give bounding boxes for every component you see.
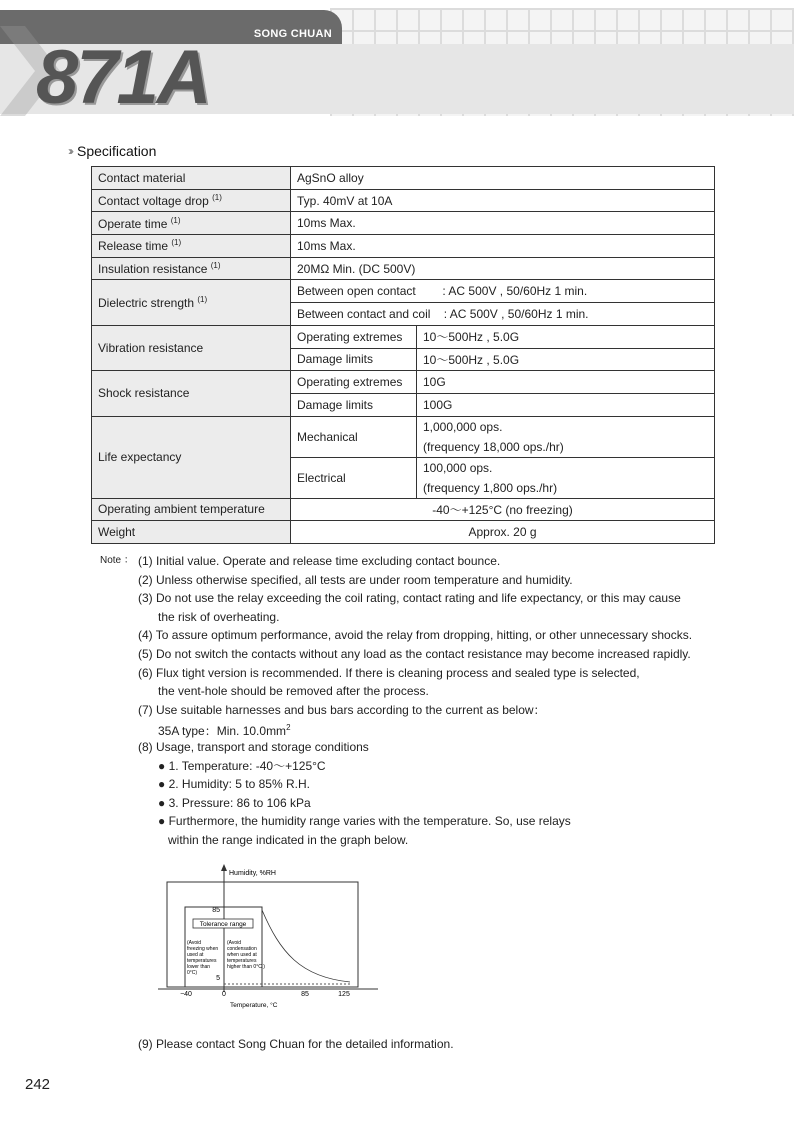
note-4: (4) To assure optimum performance, avoid the relay from dropping, hitting, or other unnecessary shocks. (138, 628, 693, 643)
spec-sublabel: Mechanical (291, 416, 417, 457)
note-bullet-4a: ● Furthermore, the humidity range varies with the temperature. So, use relays (158, 814, 571, 829)
triple-chevron-icon: ››› (68, 144, 71, 158)
note-8: (8) Usage, transport and storage conditions (138, 740, 369, 754)
spec-label: Dielectric strength $^{(1)}$ (92, 280, 291, 325)
section-title-text: Specification (77, 143, 157, 159)
note-3b: the risk of overheating. (158, 609, 280, 624)
svg-text:temperatures: temperatures (187, 958, 217, 964)
spec-value: AgSnO alloy (291, 167, 715, 190)
spec-value: 10G (417, 371, 715, 394)
spec-label: Operate time $^{(1)}$ (92, 212, 291, 235)
svg-text:condensation: condensation (227, 946, 257, 952)
model-number: 871A (36, 35, 210, 118)
spec-value: Typ. 40mV at 10A (291, 189, 715, 212)
humidity-temperature-graph (150, 862, 390, 1012)
right-note (227, 940, 265, 970)
x-tick-label: 125 (338, 991, 350, 998)
table-row (92, 212, 715, 235)
note-2: (2) Unless otherwise specified, all tests are under room temperature and humidity. (138, 572, 573, 587)
spec-value: 10～500Hz , 5.0G (417, 348, 715, 371)
spec-label: Contact material (92, 167, 291, 190)
table-row (92, 325, 715, 348)
table-row (92, 498, 715, 521)
spec-label: Contact voltage drop $^{(1)}$ (92, 189, 291, 212)
table-row (92, 235, 715, 258)
spec-label: Life expectancy (92, 416, 291, 498)
note-bullet-2: ● 2. Humidity: 5 to 85% R.H. (158, 777, 310, 792)
table-row (92, 189, 715, 212)
brand-name: SONG CHUAN (253, 28, 332, 40)
left-note (187, 940, 218, 976)
spec-label: Vibration resistance (92, 325, 291, 370)
y-tick-5: 5 (216, 975, 220, 982)
svg-text:freezing when: freezing when (187, 946, 219, 952)
y-axis-arrow-icon (221, 864, 227, 871)
spec-value: 10～500Hz , 5.0G (417, 325, 715, 348)
spec-value: 100G (417, 393, 715, 416)
svg-text:used at: used at (187, 952, 204, 958)
spec-sublabel: Operating extremes (291, 325, 417, 348)
tolerance-label: Tolerance range (199, 921, 247, 928)
humidity-limit-curve (262, 910, 350, 982)
x-axis-label: Temperature, °C (230, 1002, 278, 1009)
spec-value: Between contact and coil : AC 500V , 50/60Hz 1 min. (291, 303, 715, 326)
svg-text:lower than: lower than (187, 964, 211, 970)
y-axis-label: Humidity, %RH (229, 870, 276, 877)
y-tick-85: 85 (212, 907, 220, 914)
note-bullet-1: ● 1. Temperature: -40～+125°C (158, 758, 326, 773)
spec-value: 10ms Max. (291, 212, 715, 235)
note-bullet-4b: within the range indicated in the graph below. (168, 833, 409, 847)
spec-label: Weight (92, 521, 291, 544)
spec-label: Release time $^{(1)}$ (92, 235, 291, 258)
table-row (92, 416, 715, 457)
svg-text:0°C): 0°C) (187, 970, 198, 976)
svg-text:higher than 0°C ): higher than 0°C ) (227, 964, 265, 970)
spec-sublabel: Damage limits (291, 393, 417, 416)
page-header (0, 0, 794, 118)
spec-value: Between open contact : AC 500V , 50/60Hz 1 min. (291, 280, 715, 303)
spec-value: -40～+125°C (no freezing) (291, 498, 715, 521)
svg-text:temperatures: temperatures (227, 958, 257, 964)
spec-sublabel: Operating extremes (291, 371, 417, 394)
svg-text:(Avoid: (Avoid (187, 940, 202, 946)
spec-label: Shock resistance (92, 371, 291, 416)
table-row (92, 167, 715, 190)
note-1: (1) Initial value. Operate and release time excluding contact bounce. (138, 554, 501, 568)
svg-text:when used at: when used at (227, 952, 257, 958)
note-6a: (6) Flux tight version is recommended. If there is cleaning process and sealed type is selected, (138, 665, 640, 680)
spec-value: 20MΩ Min. (DC 500V) (291, 257, 715, 280)
note-3a: (3) Do not use the relay exceeding the coil rating, contact rating and life expectancy, or this may cause (138, 591, 681, 606)
note-7b: 35A type：Min. $10.0mm^2$ (158, 723, 291, 739)
x-tick-label: 0 (222, 991, 226, 998)
spec-label: Insulation resistance $^{(1)}$ (92, 257, 291, 280)
spec-value: 1,000,000 ops. (frequency 18,000 ops./hr) (417, 416, 715, 457)
note-bullet-3: ● 3. Pressure: 86 to 106 kPa (158, 795, 311, 810)
note-7a: (7) Use suitable harnesses and bus bars according to the current as below： (138, 702, 546, 717)
section-title (68, 143, 156, 159)
spec-value: 100,000 ops. (frequency 1,800 ops./hr) (417, 457, 715, 498)
table-row (92, 521, 715, 544)
table-row (92, 257, 715, 280)
spec-sublabel: Damage limits (291, 348, 417, 371)
x-tick-label: −40 (180, 991, 192, 998)
note-5: (5) Do not switch the contacts without any load as the contact resistance may become increased rapidly. (138, 647, 691, 661)
note-6b: the vent-hole should be removed after the process. (158, 684, 429, 699)
specification-table (91, 166, 715, 544)
table-row (92, 280, 715, 303)
spec-value: Approx. 20 g (291, 521, 715, 544)
note-prefix: Note ： (100, 555, 134, 566)
note-9: (9) Please contact Song Chuan for the detailed information. (138, 1037, 454, 1051)
page-number: 242 (25, 1076, 51, 1093)
spec-sublabel: Electrical (291, 457, 417, 498)
spec-label: Operating ambient temperature (92, 498, 291, 521)
svg-text:(Avoid: (Avoid (227, 940, 242, 946)
table-row (92, 371, 715, 394)
spec-value: 10ms Max. (291, 235, 715, 258)
x-tick-label: 85 (301, 991, 309, 998)
